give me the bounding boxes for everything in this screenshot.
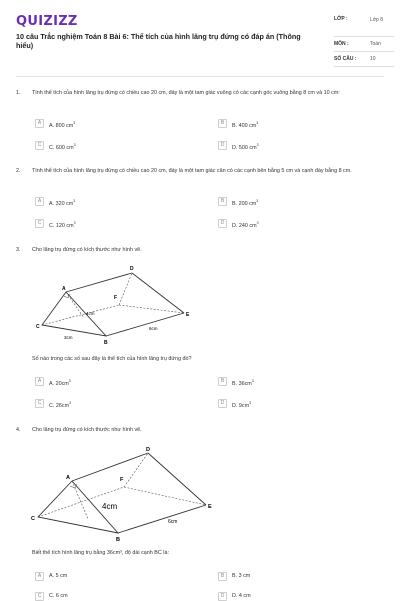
prism-figure-1 bbox=[34, 262, 194, 346]
prism-figure-2 bbox=[30, 443, 220, 543]
vertex-f-label: F bbox=[114, 295, 118, 301]
vertex-d-label: D bbox=[130, 266, 134, 272]
vertex-b-label: B bbox=[104, 340, 108, 346]
vertex-e-label: E bbox=[208, 504, 212, 510]
dim-length-label: 6cm bbox=[149, 326, 158, 331]
quizizz-logo: QUIZIZZ bbox=[16, 14, 78, 29]
vertex-a-label: A bbox=[66, 475, 70, 481]
vertex-c-label: C bbox=[31, 516, 35, 522]
dim-base-label: 3cm bbox=[64, 335, 73, 340]
meta-row-count: SỐ CÂU : 10 bbox=[334, 52, 394, 67]
dim-height-label: 4cm bbox=[86, 311, 95, 316]
vertex-d-label: D bbox=[146, 447, 150, 453]
meta-row-subject: MÔN : Toán bbox=[334, 37, 394, 52]
vertex-e-label: E bbox=[186, 312, 190, 318]
vertex-c-label: C bbox=[36, 324, 40, 330]
meta-panel bbox=[334, 14, 394, 67]
vertex-b-label: B bbox=[116, 537, 120, 543]
dim-length-label: 6cm bbox=[168, 519, 178, 525]
meta-row-grade: LỚP : Lớp 8 bbox=[334, 14, 394, 37]
vertex-a-label: A bbox=[62, 286, 66, 292]
page-title: 10 câu Trắc nghiệm Toán 8 Bài 6: Thể tích của hình lăng trụ đứng có đáp án (Thông hiểu) bbox=[16, 32, 301, 50]
header-divider bbox=[16, 76, 384, 77]
vertex-f-label: F bbox=[120, 477, 124, 483]
dim-height-label: 4cm bbox=[102, 502, 118, 511]
